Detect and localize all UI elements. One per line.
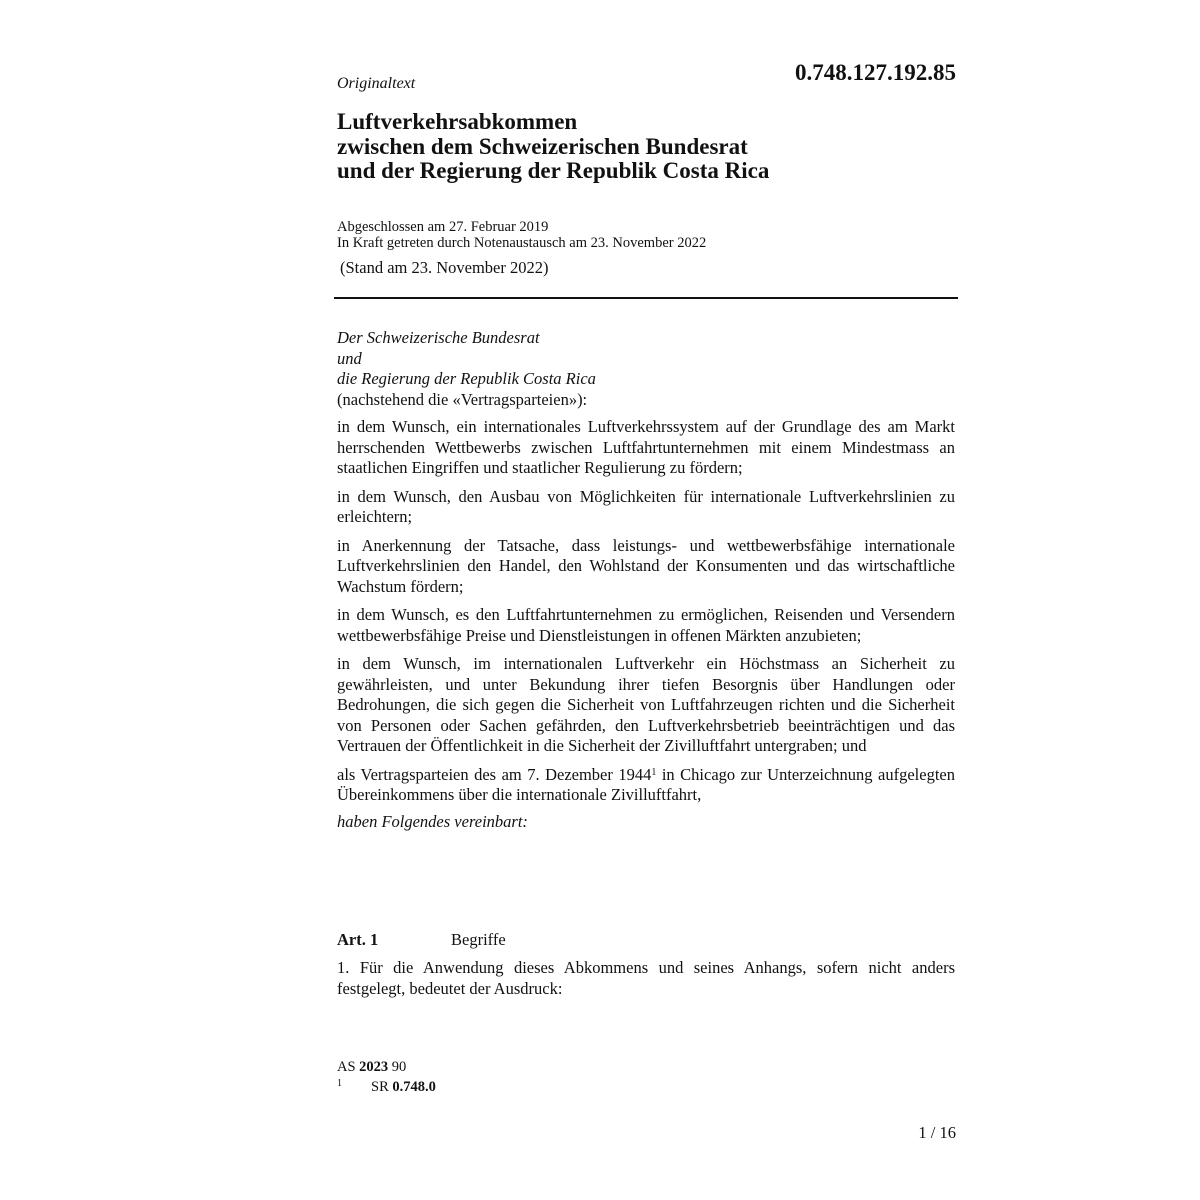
original-text-label: Originaltext (337, 75, 416, 92)
status-date: (Stand am 23. November 2022) (340, 258, 549, 277)
title-line-3: und der Regierung der Republik Costa Rica (337, 158, 770, 183)
as-prefix: AS (337, 1059, 356, 1075)
article-1-paragraph-1: 1. Für die Anwendung dieses Abkommens und seines Anhangs, sofern nicht anders festgelegt, bedeutet der Ausdruck: (337, 958, 955, 998)
preamble-paragraph-2: in dem Wunsch, den Ausbau von Möglichkeiten für internationale Luftverkehrslinien zu erleichtern; (337, 486, 955, 526)
party-2: die Regierung der Republik Costa Rica (337, 369, 596, 388)
article-1-heading (337, 930, 955, 950)
page-number: 1 / 16 (918, 1123, 956, 1142)
preamble-paragraph-1: in dem Wunsch, ein internationales Luftverkehrssystem auf der Grundlage des am Markt herrschenden Wettbewerbs zwischen Luftfahrtunternehmen mit einem Mindestmass an staatlichen Eingriffen und staatlicher Regulierung zu fördern; (337, 417, 955, 477)
in-force-date: In Kraft getreten durch Notenaustausch am 23. November 2022 (337, 235, 707, 251)
preamble-paragraph-5: in dem Wunsch, im internationalen Luftverkehr ein Höchstmass an Sicherheit zu gewährleisten, und unter Bekundung ihrer tiefen Besorgnis über Handlungen oder Bedrohungen, die sich gegen die Sicherheit von Luftfahrzeugen richten und die Sicherheit von Personen oder Sachen gefährden, den Luftverkehrsbetrieb beeinträchtigen und das Vertrauen der Öffentlichkeit in die Sicherheit der Zivilluftfahrt untergraben; und (337, 654, 955, 755)
article-title: Begriffe (451, 930, 506, 949)
title-line-2: zwischen dem Schweizerischen Bundesrat (337, 133, 748, 159)
official-compilation-reference (337, 1058, 406, 1076)
hereinafter-note: (nachstehend die «Vertragsparteien»): (337, 389, 588, 409)
as-year: 2023 (359, 1059, 389, 1075)
header-divider (334, 297, 958, 299)
preamble (337, 328, 955, 832)
footnote-sr-reference[interactable]: 0.748.0 (392, 1079, 436, 1095)
document-title (337, 110, 957, 184)
party-1: Der Schweizerische Bundesrat (337, 328, 540, 347)
paragraph-6-text-start: als Vertragsparteien des am 7. Dezember 1944 (337, 764, 652, 784)
footnote-reference-1[interactable]: 1 (651, 766, 657, 778)
article-number: Art. 1 (337, 930, 379, 949)
document-meta (337, 219, 957, 251)
paragraph-6-text-end: in Chicago zur Unterzeichnung aufgelegten Übereinkommens über die internationale Zivilluftfahrt, (337, 764, 955, 804)
preamble-paragraph-6 (337, 765, 955, 806)
as-number: 90 (391, 1059, 407, 1075)
preamble-paragraph-3: in Anerkennung der Tatsache, dass leistungs- und wettbewerbsfähige internationale Luftverkehrslinien den Handel, den Wohlstand der Konsumenten und das wirtschaftliche Wachstum fördern; (337, 535, 955, 596)
title-line-1: Luftverkehrsabkommen (337, 109, 578, 134)
party-and: und (337, 348, 362, 368)
footnote-sr-prefix: SR (371, 1079, 389, 1095)
agreement-clause: haben Folgendes vereinbart: (337, 811, 528, 831)
footnote-1: 1 SR 0.748.0 (337, 1078, 436, 1095)
concluded-date: Abgeschlossen am 27. Februar 2019 (337, 219, 549, 235)
preamble-paragraph-4: in dem Wunsch, es den Luftfahrtunternehmen zu ermöglichen, Reisenden und Versendern wettbewerbsfähige Preise und Dienstleistungen in offenen Märkten anzubieten; (337, 605, 955, 645)
sr-number: 0.748.127.192.85 (795, 60, 956, 85)
